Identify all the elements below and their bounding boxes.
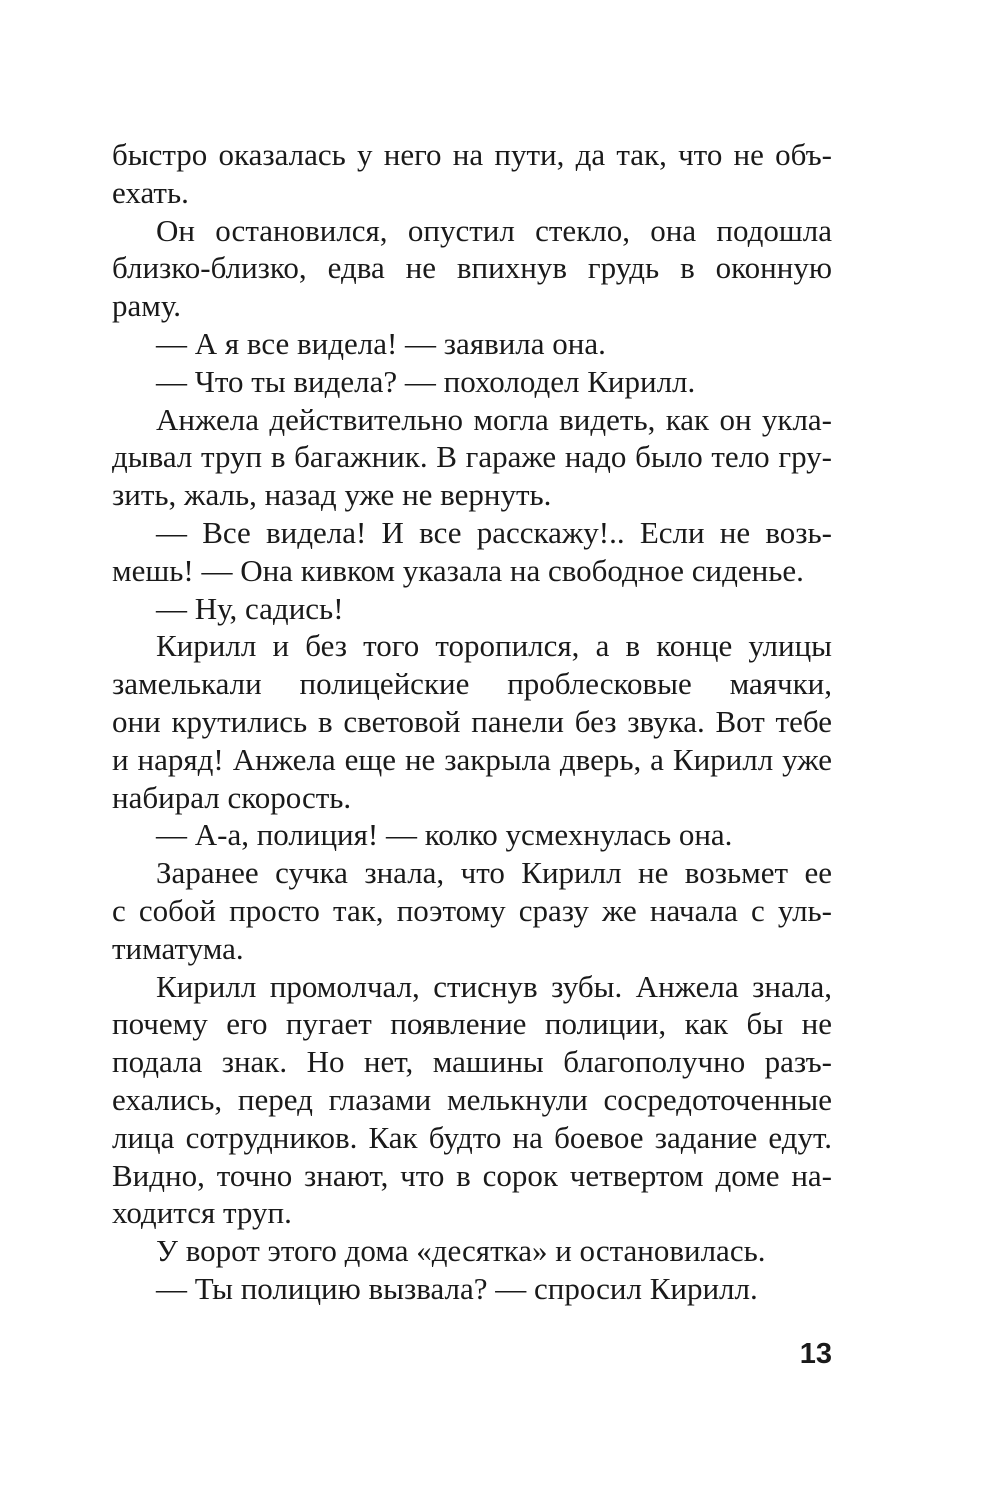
page-text [112, 136, 832, 1308]
text-line-2: ехать. [112, 174, 189, 210]
text-line-11: — Все видела! И все расскажу!.. Если не возь- [156, 514, 832, 550]
text-line-20: Заранее сучка знала, что Кирилл не возьмет ее [156, 855, 832, 891]
text-line-5: раму. [112, 288, 182, 324]
text-line-10: зить, жаль, назад уже не вернуть. [112, 477, 552, 513]
text-line-12: мешь! — Она кивком указала на свободное сиденье. [112, 552, 804, 588]
text-line-13: — Ну, садись! [156, 590, 344, 626]
text-line-16: они крутились в световой панели без звука. Вот тебе [112, 703, 832, 739]
text-line-15: замелькали полицейские проблесковые маячки, [112, 666, 832, 702]
text-line-9: дывал труп в багажник. В гараже надо было тело гру- [112, 439, 832, 475]
text-line-6: — А я все видела! — заявила она. [156, 325, 606, 361]
text-line-28: Видно, точно знают, что в сорок четвертом доме на- [112, 1157, 832, 1193]
text-line-19: — А-а, полиция! — колко усмехнулась она. [156, 817, 733, 853]
text-line-23: Кирилл промолчал, стиснув зубы. Анжела знала, [156, 968, 832, 1004]
text-line-25: подала знак. Но нет, машины благополучно разъ- [112, 1044, 832, 1080]
page-number: 13 [799, 1338, 832, 1370]
text-line-3: Он остановился, опустил стекло, она подошла [156, 212, 832, 248]
text-line-27: лица сотрудников. Как будто на боевое задание едут. [112, 1119, 832, 1155]
text-line-29: ходится труп. [112, 1195, 292, 1231]
text-line-26: ехались, перед глазами мелькнули сосредоточенные [112, 1081, 832, 1117]
text-line-4: близко-близко, едва не впихнув грудь в оконную [112, 250, 832, 286]
text-line-30: У ворот этого дома «десятка» и остановилась. [156, 1233, 766, 1269]
text-line-31: — Ты полицию вызвала? — спросил Кирилл. [156, 1270, 758, 1306]
text-line-8: Анжела действительно могла видеть, как он укла- [156, 401, 832, 437]
text-line-17: и наряд! Анжела еще не закрыла дверь, а Кирилл уже [112, 741, 832, 777]
text-line-14: Кирилл и без того торопился, а в конце улицы [156, 628, 832, 664]
text-line-7: — Что ты видела? — похолодел Кирилл. [156, 363, 696, 399]
text-line-22: тиматума. [112, 930, 244, 966]
text-line-24: почему его пугает появление полиции, как бы не [112, 1006, 832, 1042]
text-line-18: набирал скорость. [112, 779, 352, 815]
text-line-21: с собой просто так, поэтому сразу же начала с уль- [112, 892, 832, 928]
text-line-1: быстро оказалась у него на пути, да так, что не объ- [112, 137, 832, 172]
